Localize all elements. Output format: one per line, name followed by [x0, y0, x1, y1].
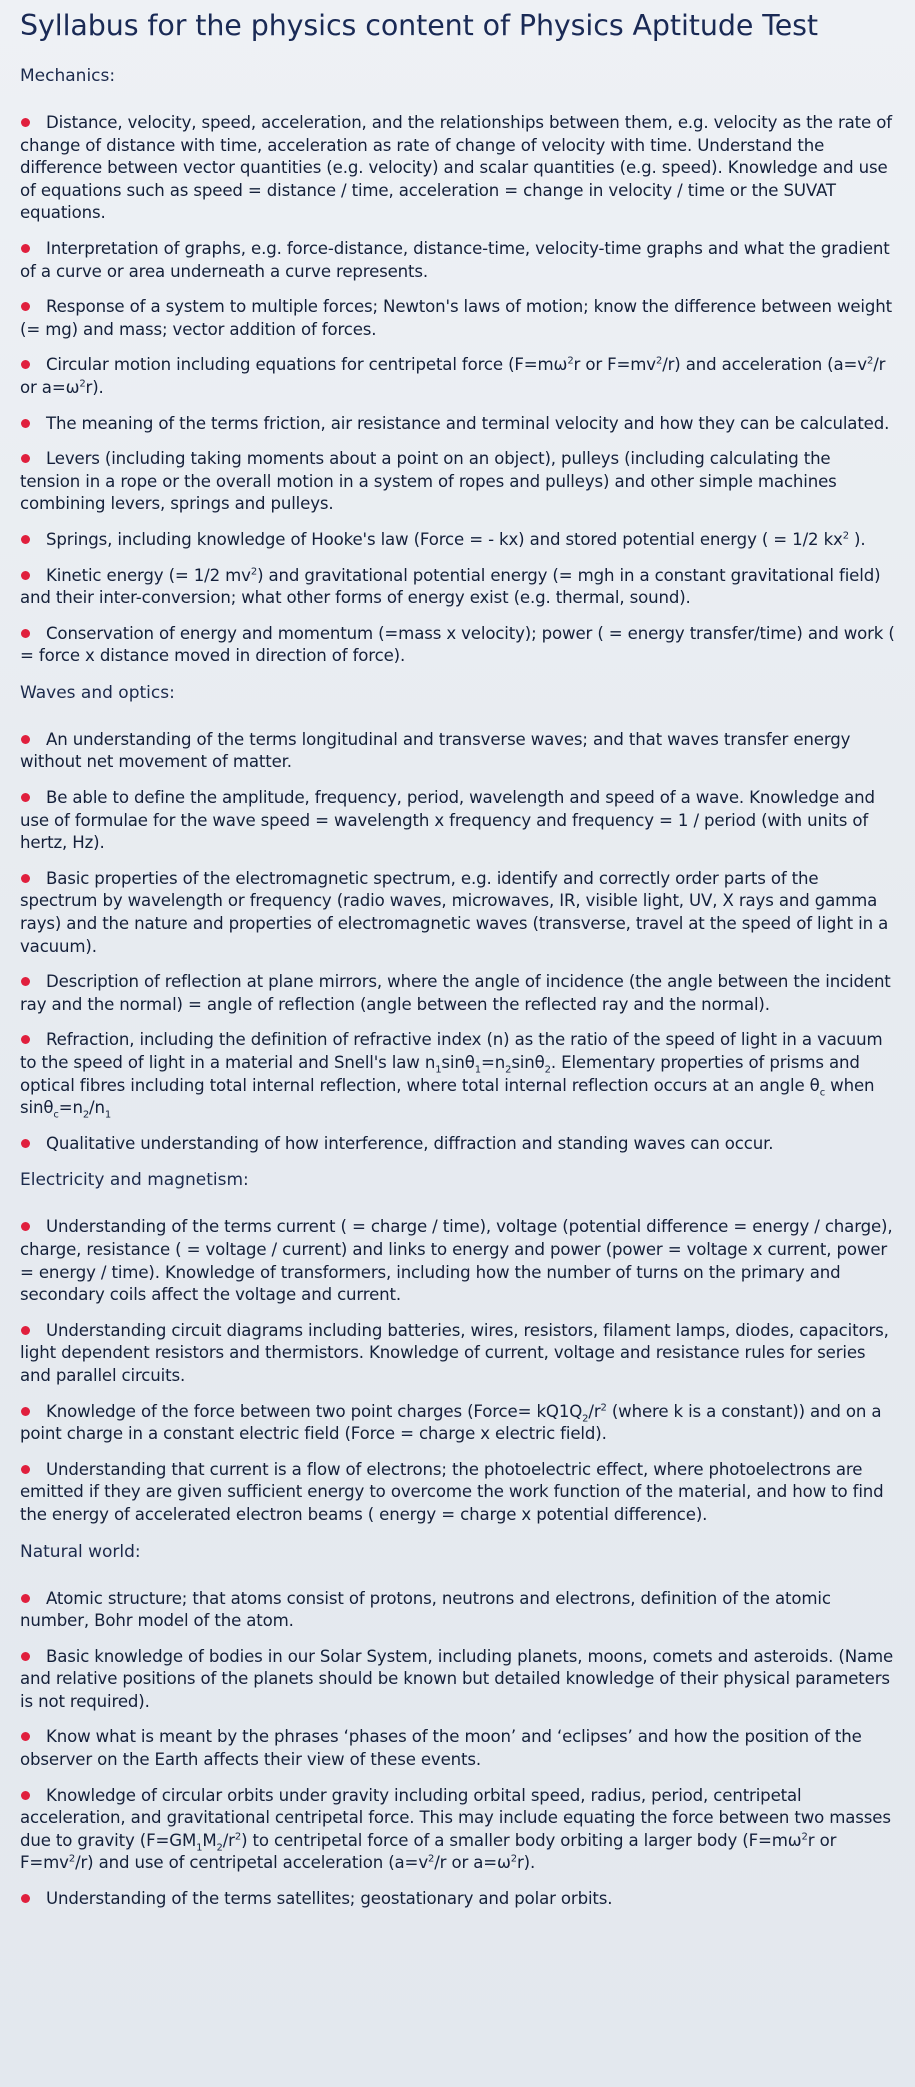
bullet-icon: [21, 244, 30, 253]
script-text: c: [53, 1109, 59, 1121]
sections-container: [20, 64, 895, 1911]
bullet-icon: [21, 977, 30, 986]
item-text: Understanding of the terms current ( = charge / time), voltage (potential difference = energy / charge), charge, resistance ( = voltage / current) and links to energy and power (power = voltage x current, power = energy / time). Knowledge of transformers, including how the number of turns on the primary and secondary coils affect the voltage and current.: [20, 1217, 893, 1305]
item-text: /r or a=ω: [20, 355, 886, 397]
section: [20, 681, 895, 1156]
item-text: M: [202, 1830, 217, 1850]
bullet-icon: [21, 1139, 30, 1148]
list-item: [20, 565, 895, 610]
item-text: sinθ: [441, 1053, 475, 1072]
bullet-icon: [21, 454, 30, 463]
item-text: /r) and use of centripetal acceleration (a=v: [75, 1853, 428, 1873]
topic-list: [20, 729, 895, 1156]
script-text: c: [819, 1086, 826, 1098]
item-text: ) and gravitational potential energy (= mgh in a constant gravitational field) and their inter-conversion; what other forms of energy exist (e.g. thermal, sound).: [20, 565, 881, 608]
item-text: Basic knowledge of bodies in our Solar System, including planets, moons, comets and asteroids. (Name and relative positions of the planets should be known but detailed knowledge of their physical parameters is not required).: [20, 1646, 894, 1711]
item-text: Conservation of energy and momentum (=mass x velocity); power ( = energy transfer/time) and work ( = force x distance moved in direction of force).: [20, 623, 895, 666]
item-text: Be able to define the amplitude, frequency, period, wavelength and speed of a wave. Knowledge and use of formulae for the wave speed = wavelength x frequency and frequency = 1 / period (with units of hertz, Hz).: [20, 788, 875, 853]
list-item: [20, 868, 895, 958]
bullet-icon: [21, 419, 30, 428]
section: [20, 1168, 895, 1526]
script-text: 2: [582, 1412, 589, 1424]
item-text: r).: [85, 377, 104, 397]
list-item: [20, 238, 895, 283]
script-text: 2: [842, 530, 849, 542]
script-text: 2: [567, 355, 574, 367]
list-item: [20, 296, 895, 341]
item-text: Understanding of the terms satellites; geostationary and polar orbits.: [46, 1889, 613, 1909]
bullet-icon: [21, 874, 30, 883]
item-text: Description of reflection at plane mirrors, where the angle of incidence (the angle between the incident ray and the normal) = angle of reflection (angle between the reflected ray and the normal).: [20, 972, 891, 1014]
bullet-icon: [21, 118, 30, 127]
list-item: [20, 1029, 895, 1119]
list-item: [20, 1588, 895, 1633]
bullet-icon: [21, 1222, 30, 1231]
bullet-icon: [21, 571, 30, 580]
item-text: sinθ: [511, 1053, 545, 1072]
bullet-icon: [21, 793, 30, 802]
script-text: 2: [234, 1831, 242, 1843]
script-text: 2: [505, 1064, 512, 1076]
item-text: Refraction, including the definition of refractive index (n) as the ratio of the speed of light in a vacuum to the speed of light in a material and Snell's law n: [20, 1030, 883, 1072]
item-text: /r: [222, 1830, 235, 1850]
list-item: [20, 1320, 895, 1388]
item-text: =n: [480, 1053, 506, 1072]
bullet-icon: [21, 1594, 30, 1603]
item-text: Knowledge of the force between two point charges (Force= kQ1Q: [46, 1401, 583, 1421]
item-text: Distance, velocity, speed, acceleration, and the relationships between them, e.g. velocity as the rate of change of distance with time, acceleration as rate of change of velocity with time. Understand the difference between vector quantities (e.g. velocity) and scalar quantities (e.g. speed). Knowledge and use of equations such as speed = distance / time, acceleration = change in velocity / time or the SUVAT equations.: [20, 113, 892, 223]
item-text: ).: [848, 529, 866, 549]
item-text: (where k is a constant)) and on a point charge in a constant electric field (Force = charge x electric field).: [20, 1401, 882, 1444]
item-text: Atomic structure; that atoms consist of protons, neutrons and electrons, definition of the atomic number, Bohr model of the atom.: [20, 1588, 831, 1631]
item-text: Qualitative understanding of how interference, diffraction and standing waves can occur.: [46, 1133, 774, 1153]
bullet-icon: [21, 1791, 30, 1800]
topic-list: [20, 1588, 895, 1911]
bullet-icon: [21, 1326, 30, 1335]
bullet-icon: [21, 1407, 30, 1416]
item-text: /n: [89, 1098, 105, 1118]
item-text: r or F=mv: [20, 1830, 837, 1873]
script-text: 1: [474, 1064, 481, 1076]
section-heading: Electricity and magnetism:: [20, 1170, 249, 1191]
item-text: . Elementary properties of prisms and optical fibres including total internal reflection, where total internal reflection occurs at an angle θ: [20, 1053, 860, 1095]
item-text: Levers (including taking moments about a point on an object), pulleys (including calculating the tension in a rope or the overall motion in a system of ropes and pulleys) and other simple machines combining levers, springs and pulleys.: [20, 449, 837, 514]
script-text: 2: [216, 1842, 223, 1854]
item-text: r or F=mv: [573, 355, 656, 375]
topic-list: [20, 112, 895, 668]
item-text: Springs, including knowledge of Hooke's law (Force = - kx) and stored potential energy ( = 1/2 kx: [46, 529, 843, 549]
list-item: [20, 112, 895, 225]
list-item: [20, 1401, 895, 1446]
item-text: Understanding circuit diagrams including batteries, wires, resistors, filament lamps, diodes, capacitors, light dependent resistors and thermistors. Knowledge of current, voltage and resistance rules for series and parallel circuits.: [20, 1320, 889, 1385]
item-text: Know what is meant by the phrases ‘phases of the moon’ and ‘eclipses’ and how the position of the observer on the Earth affects their view of these events.: [20, 1727, 862, 1770]
item-text: Basic properties of the electromagnetic spectrum, e.g. identify and correctly order parts of the spectrum by wavelength or frequency (radio waves, microwaves, IR, visible light, UV, X rays and gamma rays) and the nature and properties of electromagnetic waves (transverse, travel at the speed of light in a vacuum).: [20, 868, 889, 956]
list-item: [20, 448, 895, 516]
section-heading: Waves and optics:: [20, 682, 175, 703]
list-item: [20, 354, 895, 399]
list-item: [20, 1459, 895, 1527]
bullet-icon: [21, 1732, 30, 1741]
bullet-icon: [21, 1035, 30, 1044]
list-item: [20, 1133, 895, 1156]
list-item: [20, 1726, 895, 1771]
bullet-icon: [21, 629, 30, 638]
item-text: /r) and acceleration (a=v: [662, 355, 867, 375]
item-text: /r or a=ω: [434, 1853, 511, 1873]
script-text: 2: [427, 1853, 435, 1865]
item-text: Circular motion including equations for centripetal force (F=mω: [46, 355, 568, 375]
item-text: ) to centripetal force of a smaller body orbiting a larger body (F=mω: [241, 1830, 802, 1850]
list-item: [20, 1216, 895, 1306]
bullet-icon: [21, 360, 30, 369]
script-text: 2: [866, 355, 874, 367]
script-text: 2: [79, 378, 86, 390]
list-item: [20, 1785, 895, 1875]
item-text: Response of a system to multiple forces; Newton's laws of motion; know the difference between weight (= mg) and mass; vector addition of forces.: [20, 297, 893, 339]
item-text: The meaning of the terms friction, air resistance and terminal velocity and how they can be calculated.: [46, 413, 890, 433]
script-text: 2: [655, 355, 663, 367]
item-text: Understanding that current is a flow of electrons; the photoelectric effect, where photoelectrons are emitted if they are given sufficient energy to overcome the work function of the material, and how to find the energy of accelerated electron beams ( energy = charge x potential difference).: [20, 1459, 884, 1524]
script-text: 2: [82, 1109, 90, 1121]
bullet-icon: [21, 735, 30, 744]
list-item: [20, 413, 895, 436]
script-text: 2: [68, 1853, 76, 1865]
item-text: =n: [58, 1098, 83, 1118]
script-text: 2: [510, 1853, 517, 1865]
section-heading: Natural world:: [20, 1541, 141, 1562]
script-text: 1: [435, 1064, 442, 1076]
bullet-icon: [21, 1465, 30, 1474]
item-text: when sinθ: [20, 1075, 875, 1118]
section: [20, 1540, 895, 1911]
item-text: Knowledge of circular orbits under gravity including orbital speed, radius, period, centripetal acceleration, and gravitational centripetal force. This may include equating the force between two masses due to gravity (F=GM: [20, 1785, 891, 1850]
item-text: Kinetic energy (= 1/2 mv: [46, 565, 251, 585]
script-text: 2: [801, 1831, 808, 1843]
item-text: An understanding of the terms longitudinal and transverse waves; and that waves transfer energy without net movement of matter.: [20, 729, 851, 772]
section-heading: Mechanics:: [20, 66, 116, 86]
bullet-icon: [21, 535, 30, 544]
page-title: Syllabus for the physics content of Physics Aptitude Test: [20, 9, 818, 42]
bullet-icon: [21, 1894, 30, 1903]
list-item: [20, 1888, 895, 1911]
script-text: 2: [250, 565, 258, 577]
script-text: 1: [196, 1842, 203, 1854]
item-text: Interpretation of graphs, e.g. force-distance, distance-time, velocity-time graphs and what the gradient of a curve or area underneath a curve represents.: [20, 238, 890, 281]
list-item: [20, 529, 895, 552]
topic-list: [20, 1216, 895, 1526]
bullet-icon: [21, 302, 30, 311]
list-item: [20, 1646, 895, 1714]
script-text: 1: [104, 1109, 112, 1121]
list-item: [20, 623, 895, 668]
item-text: r).: [516, 1853, 536, 1873]
list-item: [20, 729, 895, 774]
script-text: 2: [544, 1064, 551, 1076]
list-item: [20, 787, 895, 855]
item-text: /r: [588, 1401, 601, 1421]
script-text: 2: [600, 1402, 607, 1413]
bullet-icon: [21, 1652, 30, 1661]
section: [20, 64, 895, 668]
list-item: [20, 971, 895, 1016]
